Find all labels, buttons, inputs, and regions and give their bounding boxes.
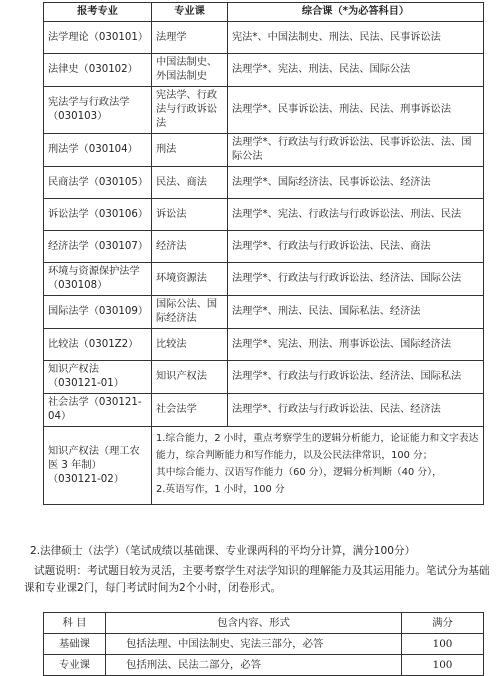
major-cell: 民商法学（030105）: [44, 167, 152, 199]
table-row: [44, 361, 484, 394]
exam-description-cell: [152, 427, 484, 505]
comprehensive-cell: 法理学*、行政法与行政诉讼法、民法、商法: [228, 231, 484, 263]
course-cell: 比较法: [152, 329, 228, 361]
comprehensive-cell: 法理学*、宪法、行政法与行政诉讼法、刑法、民法: [228, 199, 484, 231]
comprehensive-cell: 法理学*、国际经济法、民事诉讼法、经济法: [228, 167, 484, 199]
table-row: [44, 54, 484, 87]
subject-cell: 专业课: [44, 655, 106, 676]
comprehensive-cell: 法理学*、刑法、民法、国际私法、经济法: [228, 296, 484, 329]
table-row: [44, 231, 484, 263]
course-cell: 中国法制史、外国法制史: [152, 54, 228, 87]
course-cell: 环境资源法: [152, 263, 228, 296]
course-cell: 诉讼法: [152, 199, 228, 231]
header-subject: 科 目: [44, 613, 106, 634]
score-cell: 100: [402, 655, 484, 676]
course-cell: 民法、商法: [152, 167, 228, 199]
exam-line: 1.综合能力，2 小时，重点考察学生的逻辑分析能力，论证能力和文字表达能力，综合判断能力和写作能力，以及公民法律常识，100 分；: [156, 433, 479, 461]
comprehensive-cell: 法理学*、宪法、刑法、民法、国际公法: [228, 54, 484, 87]
major-cell: 比较法（0301Z2）: [44, 329, 152, 361]
table-row: [44, 655, 484, 676]
major-cell: 知识产权法（理工农医 3 年制）（030121-02）: [44, 427, 152, 505]
section-title: 2.法律硕士（法学）（笔试成绩以基础课、专业课两科的平均分计算，满分100分）: [30, 545, 416, 557]
major-cell: 经济法学（030107）: [44, 231, 152, 263]
course-cell: 知识产权法: [152, 361, 228, 394]
content-cell: 包括法理、中国法制史、宪法三部分，必答: [106, 634, 402, 655]
table-row: [44, 263, 484, 296]
course-cell: 法理学: [152, 22, 228, 54]
score-cell: 100: [402, 634, 484, 655]
comprehensive-cell: 宪法*、中国法制史、刑法、民法、民事诉讼法: [228, 22, 484, 54]
header-course: 专业课: [152, 3, 228, 22]
table-row: [44, 296, 484, 329]
major-cell: 诉讼法学（030106）: [44, 199, 152, 231]
header-score: 满分: [402, 613, 484, 634]
subjects-table-header: [44, 613, 484, 634]
major-cell: 刑法学（030104）: [44, 134, 152, 167]
table-row: [44, 134, 484, 167]
major-cell: 环境与资源保护法学（030108）: [44, 263, 152, 296]
course-cell: 刑法: [152, 134, 228, 167]
course-cell: 宪法学、行政法与行政诉讼法: [152, 87, 228, 134]
major-cell: 社会法学（030121-04）: [44, 394, 152, 427]
table-row: [44, 199, 484, 231]
comprehensive-cell: 法理学*、行政法与行政诉讼法、经济法、国际私法: [228, 361, 484, 394]
table-row-ip-law: [44, 427, 484, 505]
table-row: [44, 87, 484, 134]
comprehensive-cell: 法理学*、行政法与行政诉讼法、民事诉讼法、法、国际公法: [228, 134, 484, 167]
exam-line: 2.英语写作，1 小时，100 分: [156, 484, 285, 495]
subjects-table: [43, 612, 484, 676]
table-row: [44, 394, 484, 427]
course-cell: 社会法学: [152, 394, 228, 427]
exam-line: 其中综合能力、汉语写作能力（60 分），逻辑分析判断（40 分），: [156, 467, 442, 478]
major-cell: 知识产权法（030121-01）: [44, 361, 152, 394]
major-cell: 法学理论（030101）: [44, 22, 152, 54]
comprehensive-cell: 法理学*、行政法与行政诉讼法、经济法、国际公法: [228, 263, 484, 296]
major-cell: 国际法学（030109）: [44, 296, 152, 329]
comprehensive-cell: 法理学*、宪法、刑法、刑事诉讼法、国际经济法: [228, 329, 484, 361]
content-cell: 包括刑法、民法二部分，必答: [106, 655, 402, 676]
majors-table: [43, 2, 484, 505]
header-major: 报考专业: [44, 3, 152, 22]
course-cell: 经济法: [152, 231, 228, 263]
header-comprehensive: 综合课（*为必答科目）: [228, 3, 484, 22]
major-cell: 法律史（030102）: [44, 54, 152, 87]
table-row: [44, 22, 484, 54]
table-row: [44, 634, 484, 655]
major-cell: 宪法学与行政法学（030103）: [44, 87, 152, 134]
comprehensive-cell: 法理学*、民事诉讼法、刑法、民法、刑事诉讼法: [228, 87, 484, 134]
table-row: [44, 167, 484, 199]
course-cell: 国际公法、国际经济法: [152, 296, 228, 329]
section-description: 试题说明：考试题目较为灵活，主要考察学生对法学知识的理解能力及其运用能力。笔试分为基础课和专业课2门，每门考试时间为2个小时，闭卷形式。: [24, 565, 490, 594]
header-content: 包含内容、形式: [106, 613, 402, 634]
table-row: [44, 329, 484, 361]
majors-table-header: [44, 3, 484, 22]
comprehensive-cell: 法理学*、行政法与行政诉讼法、民法、经济法: [228, 394, 484, 427]
subject-cell: 基础课: [44, 634, 106, 655]
